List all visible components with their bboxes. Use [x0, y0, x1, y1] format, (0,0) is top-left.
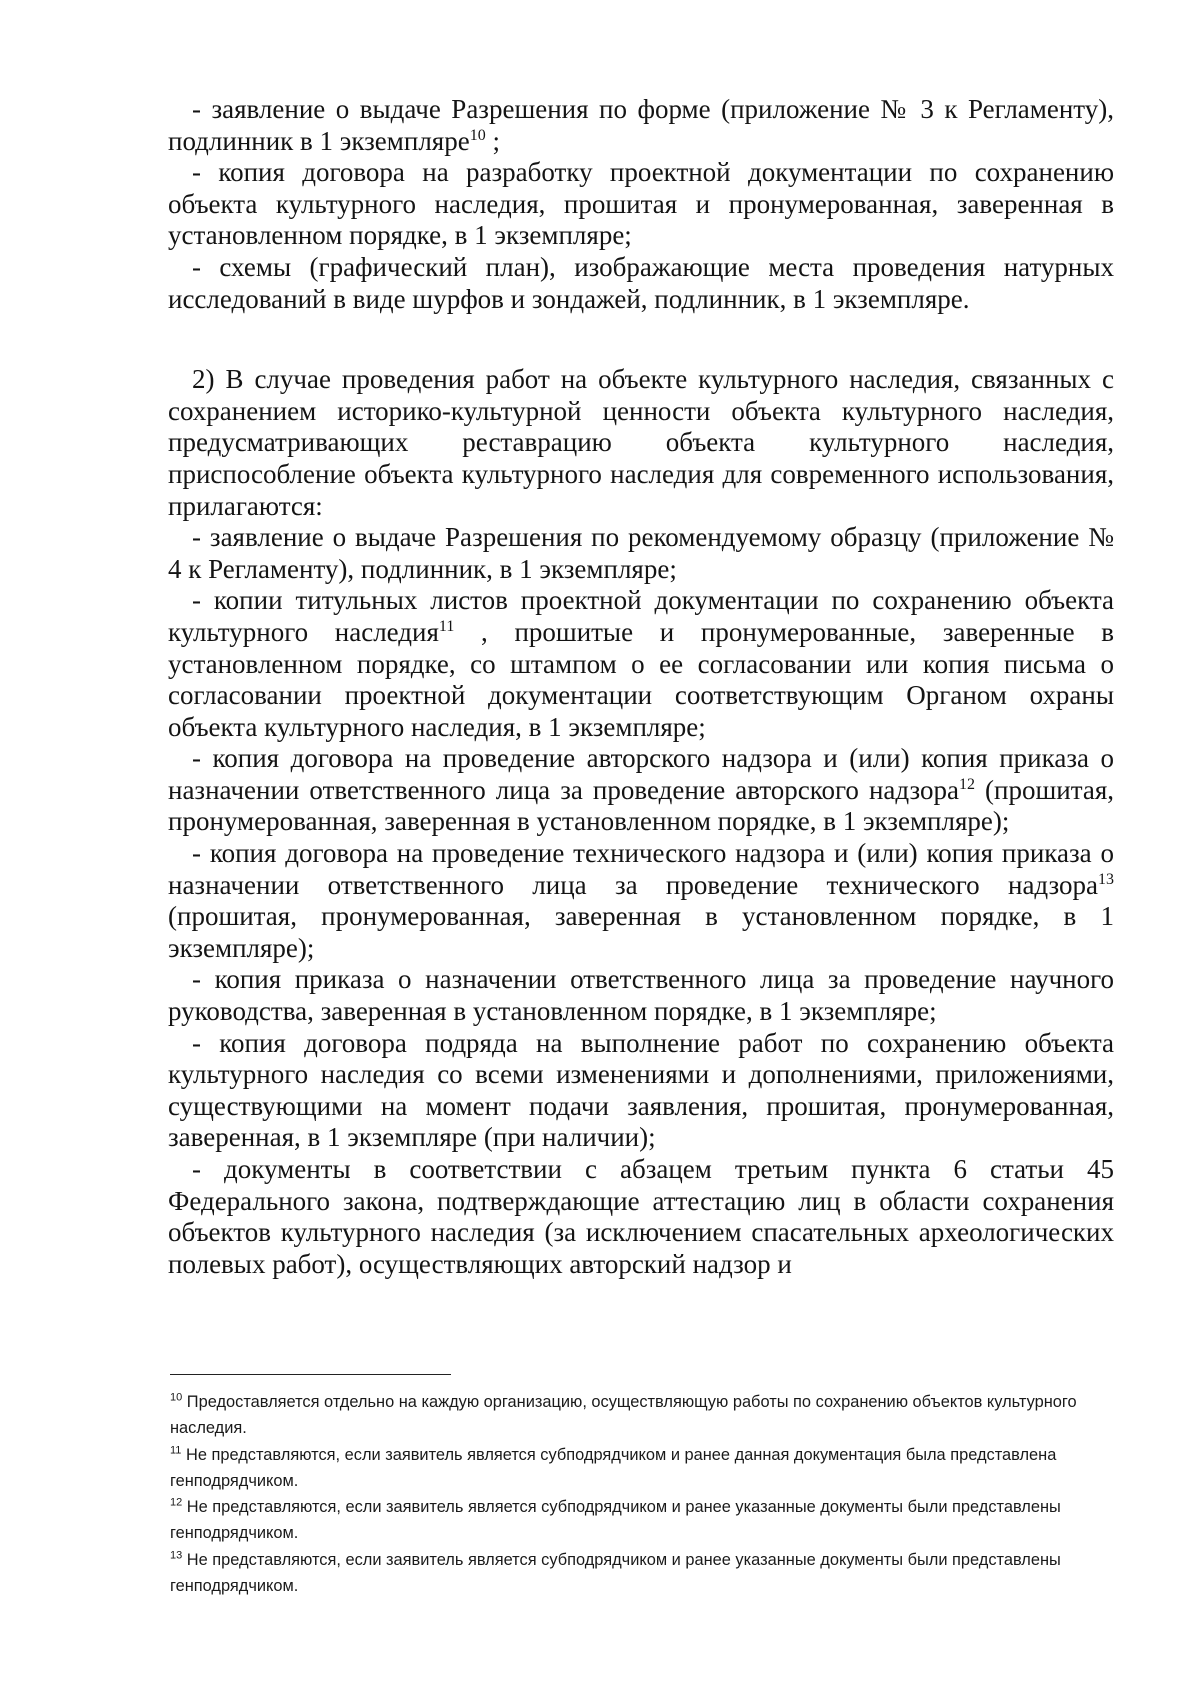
- list-item: [168, 585, 1114, 743]
- item-text: - заявление о выдаче Разрешения по форме (приложение № 3 к Регламенту), подлинник в 1 экземпляре: [168, 94, 1114, 156]
- list-item: [168, 157, 1114, 252]
- list-item: [168, 94, 1114, 157]
- item-text-tail: (прошитая, пронумерованная, заверенная в установленном порядке, в 1 экземпляре);: [168, 774, 1114, 837]
- footnote-number: 10: [170, 1391, 183, 1404]
- footnote-text: Не представляются, если заявитель является субподрядчиком и ранее указанные документы были представлены генподрядчиком.: [170, 1550, 1061, 1596]
- list-item: [168, 1154, 1114, 1280]
- footnote-separator: [170, 1374, 451, 1375]
- list-item: [168, 743, 1114, 838]
- item-text: - копия договора на проведение авторского надзора и (или) копия приказа о назначении ответственного лица за проведение авторского надзора: [168, 743, 1114, 805]
- footnote-ref: 10: [469, 126, 486, 144]
- list-item: [168, 838, 1114, 964]
- list-item: [168, 964, 1114, 1027]
- list-item: [168, 1028, 1114, 1154]
- footnote: [170, 1389, 1110, 1442]
- item-text: - схемы (графический план), изображающие места проведения натурных исследований в виде шурфов и зондажей, подлинник, в 1 экземпляре.: [168, 251, 1114, 314]
- item-text: - документы в соответствии с абзацем третьим пункта 6 статьи 45 Федерального закона, подтверждающие аттестацию лиц в области сохранения объектов культурного наследия (за исключением спасательных археологических полевых работ), осуществляющих авторский надзор и: [168, 1154, 1114, 1279]
- item-text: - копия договора на проведение технического надзора и (или) копия приказа о назначении ответственного лица за проведение технического надзора: [168, 838, 1114, 900]
- footnote-number: 11: [170, 1444, 182, 1457]
- item-text: - копия договора подряда на выполнение работ по сохранению объекта культурного наследия со всеми изменениями и дополнениями, приложениями, существующими на момент подачи заявления, прошитая, пронумерованная, заверенная, в 1 экземпляре (при наличии);: [168, 1027, 1114, 1153]
- item-text: - копия договора на разработку проектной документации по сохранению объекта культурного наследия, прошитая и пронумерованная, заверенная в установленном порядке, в 1 экземпляре;: [168, 157, 1114, 251]
- footnote-ref: 12: [958, 775, 975, 793]
- list-item: [168, 252, 1114, 315]
- main-text: [168, 94, 1114, 1280]
- footnote-number: 12: [170, 1496, 183, 1509]
- item-text-tail: ;: [485, 125, 500, 156]
- list-item: [168, 522, 1114, 585]
- footnote-text: Предоставляется отдельно на каждую организацию, осуществляющую работы по сохранению объектов культурного наследия.: [170, 1393, 1077, 1438]
- footnote: [170, 1442, 1110, 1495]
- item-text-tail: , прошитые и пронумерованные, заверенные в установленном порядке, со штампом о ее согласовании или копия письма о согласовании проектной документации соответствующим Органом охраны объекта культурного наследия, в 1 экземпляре;: [168, 616, 1114, 742]
- item-text: - копии титульных листов проектной документации по сохранению объекта культурного наследия: [168, 585, 1114, 647]
- footnotes: [170, 1389, 1110, 1599]
- footnote-number: 13: [170, 1549, 183, 1562]
- footnote-ref: 13: [1098, 870, 1114, 888]
- section-2-intro: 2) В случае проведения работ на объекте культурного наследия, связанных с сохранением историко-культурной ценности объекта культурного наследия, предусматривающих реставрацию объекта культурного наследия, приспособление объекта культурного наследия для современного использования, прилагаются:: [168, 364, 1114, 521]
- footnote-ref: 11: [438, 617, 455, 635]
- footnote-text: Не представляются, если заявитель является субподрядчиком и ранее данная документация была представлена генподрядчиком.: [170, 1445, 1057, 1490]
- item-text-tail: (прошитая, пронумерованная, заверенная в установленном порядке, в 1 экземпляре);: [168, 901, 1114, 963]
- footnote: [170, 1494, 1110, 1547]
- item-text: - копия приказа о назначении ответственного лица за проведение научного руководства, заверенная в установленном порядке, в 1 экземпляре;: [168, 964, 1114, 1027]
- footnote: [170, 1547, 1110, 1600]
- item-text: - заявление о выдаче Разрешения по рекомендуемому образцу (приложение № 4 к Регламенту), подлинник, в 1 экземпляре;: [168, 522, 1114, 584]
- footnote-text: Не представляются, если заявитель является субподрядчиком и ранее указанные документы были представлены генподрядчиком.: [170, 1498, 1061, 1543]
